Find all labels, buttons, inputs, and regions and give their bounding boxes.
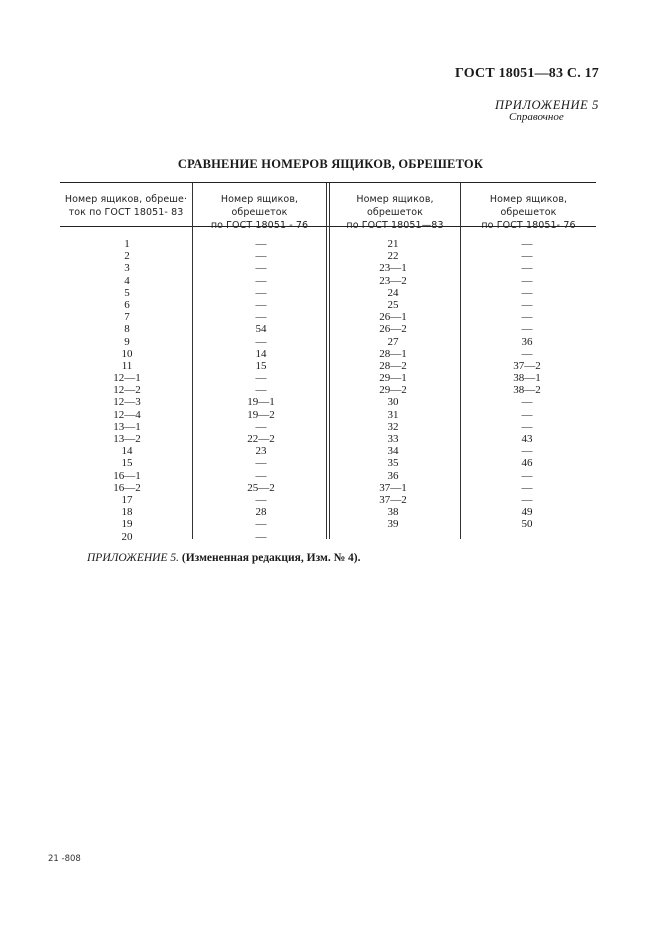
table-cell: 5 <box>124 286 130 299</box>
table-cell: 39 <box>387 518 399 531</box>
table-cell: 16—2 <box>113 481 141 494</box>
table-cell: — <box>255 469 267 482</box>
table-cell: 7 <box>124 311 130 324</box>
table-cell: 28—1 <box>379 347 407 360</box>
table-cell: 20 <box>121 530 133 543</box>
table-cell: 46 <box>521 457 533 470</box>
table-cell: — <box>255 530 267 543</box>
table-cell: 28—2 <box>379 359 407 372</box>
appendix-label: ПРИЛОЖЕНИЕ 5 <box>494 98 599 112</box>
table-cell: 35 <box>387 457 399 470</box>
table-cell: 29—2 <box>379 384 407 397</box>
table-cell: 12—4 <box>113 408 141 421</box>
table-cell: 36 <box>387 469 399 482</box>
table-cell: 3 <box>124 262 130 275</box>
column-header: Номер ящиков, обреше· ток по ГОСТ 18051- 83 <box>64 194 188 218</box>
table-cell: 14 <box>121 445 133 458</box>
table-cell: 21 <box>387 238 399 250</box>
column-divider <box>460 183 461 539</box>
appendix-type: Справочное <box>509 111 564 123</box>
page-code: 21 -808 <box>48 854 81 864</box>
table-cell: 37—1 <box>379 481 407 494</box>
table-cell: 26—1 <box>379 311 407 324</box>
table-cell: — <box>255 274 267 287</box>
column-header: Номер ящиков, обрешеток по ГОСТ 18051—83 <box>346 194 444 231</box>
table-cell: 15 <box>121 457 133 470</box>
table-cell: — <box>521 396 533 409</box>
table-cell: 9 <box>124 335 130 348</box>
table-cell: 54 <box>255 323 267 336</box>
note-text: (Измененная редакция, Изм. № 4). <box>181 552 361 564</box>
table-cell: 19—2 <box>247 408 275 421</box>
column-new-numbers-1 <box>366 238 420 531</box>
table-cell: 18 <box>121 506 133 519</box>
table-cell: — <box>521 420 533 433</box>
table-cell: — <box>255 262 267 275</box>
table-cell: — <box>255 384 267 397</box>
table-cell: 38—1 <box>513 372 541 385</box>
table-cell: — <box>521 493 533 506</box>
table-cell: — <box>521 238 533 250</box>
table-cell: 16—1 <box>113 469 141 482</box>
table-cell: 25 <box>387 298 399 311</box>
column-divider-double <box>329 183 330 539</box>
table-cell: 38—2 <box>513 384 541 397</box>
table-cell: — <box>255 286 267 299</box>
table-cell: 24 <box>387 286 399 299</box>
column-header: Номер ящиков, обрешеток по ГОСТ 18051- 76 <box>481 194 576 231</box>
table-cell: 26—2 <box>379 323 407 336</box>
table-cell: 34 <box>387 445 399 458</box>
table-cell: 27 <box>387 335 399 348</box>
table-cell: — <box>521 262 533 275</box>
table-top-rule <box>60 182 596 183</box>
table-cell: — <box>255 457 267 470</box>
table-cell: 22 <box>387 250 399 263</box>
note-prefix: ПРИЛОЖЕНИЕ 5. <box>87 552 179 564</box>
table-cell: — <box>255 238 267 250</box>
document-reference: ГОСТ 18051—83 С. 17 <box>455 66 599 81</box>
table-title: СРАВНЕНИЕ НОМЕРОВ ЯЩИКОВ, ОБРЕШЕТОК <box>177 157 484 171</box>
column-old-numbers-2 <box>234 238 288 543</box>
table-cell: — <box>255 493 267 506</box>
table-cell: 36 <box>521 335 533 348</box>
table-cell: 23—2 <box>379 274 407 287</box>
table-cell: 12—2 <box>113 384 141 397</box>
amendment-note <box>87 552 361 564</box>
table-cell: 15 <box>255 359 267 372</box>
table-cell: — <box>255 335 267 348</box>
table-cell: 32 <box>387 420 399 433</box>
table-cell: 8 <box>124 323 130 336</box>
table-cell: 37—2 <box>379 493 407 506</box>
table-cell: — <box>521 286 533 299</box>
table-cell: — <box>255 518 267 531</box>
table-cell: — <box>521 323 533 336</box>
table-cell: 28 <box>255 506 267 519</box>
table-cell: 25—2 <box>247 481 275 494</box>
table-cell: — <box>521 481 533 494</box>
table-cell: 4 <box>124 274 130 287</box>
table-cell: 22—2 <box>247 433 275 445</box>
table-cell: — <box>255 311 267 324</box>
table-cell: — <box>521 311 533 324</box>
table-cell: — <box>521 408 533 421</box>
table-cell: 14 <box>255 347 267 360</box>
table-cell: — <box>521 469 533 482</box>
table-cell: 10 <box>121 347 133 360</box>
table-cell: — <box>255 298 267 311</box>
table-cell: — <box>521 274 533 287</box>
table-cell: 29—1 <box>379 372 407 385</box>
table-cell: 2 <box>124 250 130 263</box>
column-old-numbers-1 <box>100 238 154 543</box>
table-cell: 33 <box>387 433 399 445</box>
table-cell: 13—2 <box>113 433 141 445</box>
table-cell: — <box>255 250 267 263</box>
table-cell: 38 <box>387 506 399 519</box>
table-cell: 31 <box>387 408 399 421</box>
table-cell: — <box>521 298 533 311</box>
table-cell: 50 <box>521 518 533 531</box>
table-cell: 6 <box>124 298 130 311</box>
column-header: Номер ящиков, обрешеток по ГОСТ 18051 - 76 <box>210 194 309 231</box>
table-cell: — <box>255 372 267 385</box>
table-cell: 30 <box>387 396 399 409</box>
table-cell: — <box>255 420 267 433</box>
table-cell: — <box>521 347 533 360</box>
table-cell: 1 <box>124 238 130 250</box>
table-cell: 13—1 <box>113 420 141 433</box>
column-new-numbers-2 <box>500 238 554 531</box>
table-cell: 43 <box>521 433 533 445</box>
table-cell: — <box>521 445 533 458</box>
table-cell: 12—1 <box>113 372 141 385</box>
table-cell: 17 <box>121 493 133 506</box>
table-cell: 23 <box>255 445 267 458</box>
table-cell: 11 <box>121 359 133 372</box>
table-cell: 19 <box>121 518 133 531</box>
table-cell: 12—3 <box>113 396 141 409</box>
table-cell: 19—1 <box>247 396 275 409</box>
table-cell: 23—1 <box>379 262 407 275</box>
column-divider <box>192 183 193 539</box>
column-divider-double <box>326 183 327 539</box>
table-cell: — <box>521 250 533 263</box>
table-cell: 49 <box>521 506 533 519</box>
table-cell: 37—2 <box>513 359 541 372</box>
